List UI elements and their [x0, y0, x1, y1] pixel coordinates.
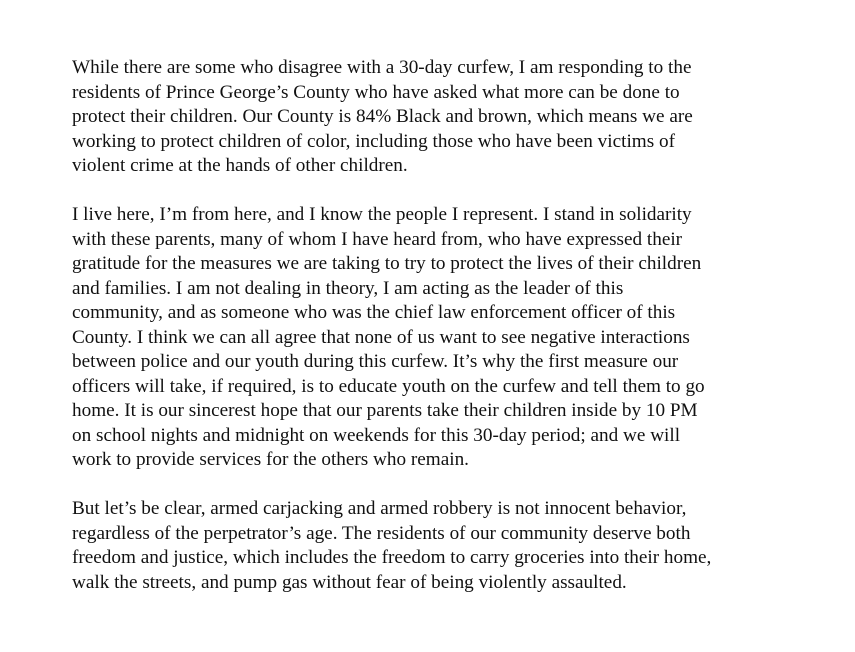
text-line: gratitude for the measures we are taking to try to protect the lives of their children — [72, 253, 702, 274]
text-line: with these parents, many of whom I have heard from, who have expressed their — [72, 228, 683, 250]
text-line: violent crime at the hands of other children. — [72, 155, 408, 176]
text-line: between police and our youth during this curfew. It’s why the first measure our — [72, 351, 679, 372]
paragraph-community-solidarity — [72, 203, 792, 473]
text-line: freedom and justice, which includes the freedom to carry groceries into their home, — [72, 547, 712, 568]
text-line: residents of Prince George’s County who have asked what more can be done to — [72, 81, 680, 103]
text-line: I live here, I’m from here, and I know the people I represent. I stand in solidarity — [72, 204, 692, 225]
text-line: on school nights and midnight on weekends for this 30-day period; and we will — [72, 424, 681, 446]
text-line: While there are some who disagree with a 30-day curfew, I am responding to the — [72, 57, 692, 78]
text-line: home. It is our sincerest hope that our parents take their children inside by 10 PM — [72, 400, 698, 421]
paragraph-curfew-response — [72, 56, 792, 179]
paragraph-public-safety — [72, 497, 792, 595]
text-line: But let’s be clear, armed carjacking and armed robbery is not innocent behavior, — [72, 498, 687, 519]
text-line: County. I think we can all agree that none of us want to see negative interactions — [72, 326, 690, 348]
text-line: walk the streets, and pump gas without fear of being violently assaulted. — [72, 571, 627, 593]
text-line: and families. I am not dealing in theory, I am acting as the leader of this — [72, 277, 624, 299]
text-line: work to provide services for the others who remain. — [72, 449, 469, 470]
document-body — [72, 56, 792, 620]
text-line: officers will take, if required, is to educate youth on the curfew and tell them to go — [72, 375, 705, 397]
text-line: protect their children. Our County is 84% Black and brown, which means we are — [72, 106, 693, 127]
text-line: regardless of the perpetrator’s age. The residents of our community deserve both — [72, 522, 691, 544]
text-line: community, and as someone who was the chief law enforcement officer of this — [72, 302, 676, 323]
text-line: working to protect children of color, including those who have been victims of — [72, 130, 675, 152]
